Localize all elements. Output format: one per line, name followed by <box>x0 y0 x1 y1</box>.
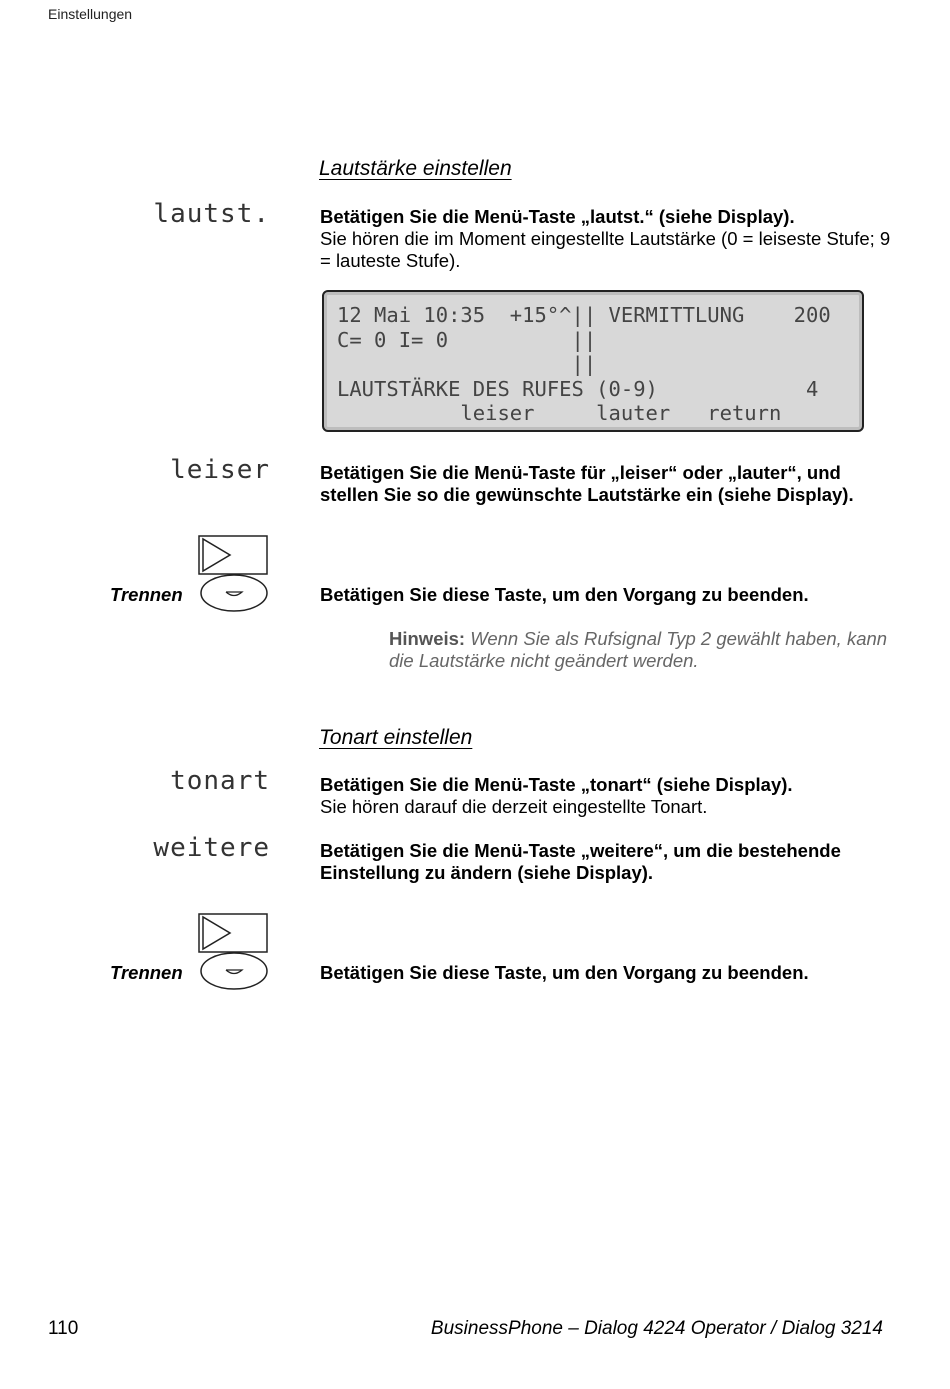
menu-key-tonart[interactable]: tonart <box>170 766 270 796</box>
phone-display <box>322 290 864 432</box>
step-volume-1-bold: Betätigen Sie die Menü-Taste „lautst.“ (siehe Display). <box>320 206 795 227</box>
hint-text: Wenn Sie als Rufsignal Typ 2 gewählt haben, kann die Lautstärke nicht geändert werden. <box>389 628 888 671</box>
hint-label: Hinweis: <box>389 628 466 649</box>
step-tone-2 <box>320 840 900 884</box>
step-volume-2-bold: Betätigen Sie die Menü-Taste für „leiser“ oder „lauter“, und stellen Sie so die gewünschte Lautstärke ein (siehe Display). <box>320 462 854 505</box>
section-title-volume: Lautstärke einstellen <box>319 157 512 180</box>
hint-note <box>389 628 889 672</box>
step-volume-1-text: Sie hören die im Moment eingestellte Lautstärke (0 = leiseste Stufe; 9 = lauteste Stufe). <box>320 228 891 271</box>
play-triangle-key-icon[interactable] <box>198 913 270 991</box>
step-tone-1-text: Sie hören darauf die derzeit eingestellte Tonart. <box>320 796 708 817</box>
step-tone-2-bold: Betätigen Sie die Menü-Taste „weitere“, um die bestehende Einstellung zu ändern (siehe Display). <box>320 840 841 883</box>
step-volume-3-bold: Betätigen Sie diese Taste, um den Vorgang zu beenden. <box>320 584 809 605</box>
page-number: 110 <box>48 1318 79 1339</box>
step-volume-2 <box>320 462 900 506</box>
menu-key-weitere[interactable]: weitere <box>153 833 270 863</box>
step-tone-3-bold: Betätigen Sie diese Taste, um den Vorgang zu beenden. <box>320 962 809 983</box>
menu-key-lautst[interactable]: lautst. <box>153 199 270 229</box>
trennen-label-2: Trennen <box>110 962 183 983</box>
trennen-label-1: Trennen <box>110 584 183 605</box>
step-tone-1-bold: Betätigen Sie die Menü-Taste „tonart“ (siehe Display). <box>320 774 793 795</box>
footer-title: BusinessPhone – Dialog 4224 Operator / Dialog 3214 <box>430 1318 883 1339</box>
phone-display-text: 12 Mai 10:35 +15°^|| VERMITTLUNG 200 C= 0 I= 0 || || LAUTSTÄRKE DES RUFES (0-9) 4 leiser lauter return <box>337 303 831 425</box>
step-tone-3 <box>320 962 900 984</box>
step-volume-1 <box>320 206 900 272</box>
menu-key-leiser[interactable]: leiser <box>170 455 270 485</box>
step-volume-3 <box>320 584 900 606</box>
running-header: Einstellungen <box>48 6 133 22</box>
play-triangle-key-icon[interactable] <box>198 535 270 613</box>
disconnect-key-icon <box>201 953 267 989</box>
section-title-tone: Tonart einstellen <box>319 726 473 749</box>
disconnect-key-icon <box>201 575 267 611</box>
step-tone-1 <box>320 774 900 818</box>
